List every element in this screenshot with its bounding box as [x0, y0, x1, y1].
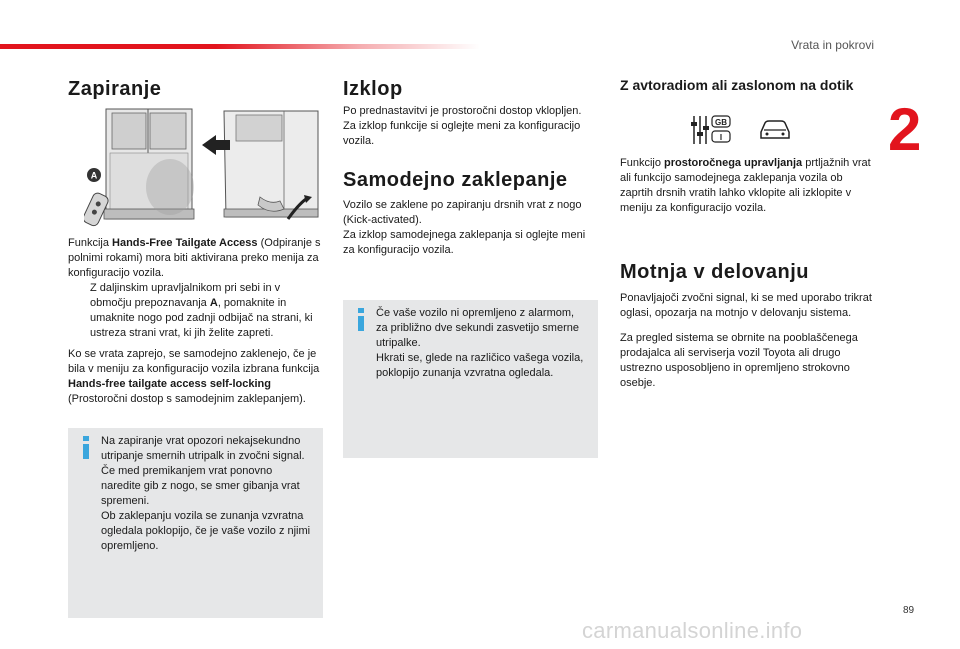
- column-izklop: [343, 78, 599, 258]
- page-number: 89: [903, 605, 915, 616]
- heading-samodejno-zaklepanje: Samodejno zaklepanje: [343, 169, 568, 191]
- header-accent-bar: [0, 44, 480, 49]
- badge-gb: GB: [715, 118, 727, 127]
- text: Ko se vrata zaprejo, se samodejno zaklenejo, če je bila v meniju za konfiguracijo vozila izbrana funkcija: [68, 348, 320, 375]
- watermark: carmanualsonline.info: [582, 618, 803, 643]
- paragraph-hands-free: [68, 236, 324, 281]
- paragraph-izklop: Po prednastavitvi je prostoročni dostop vklopljen. Za izklop funkcije si oglejte meni za konfiguracijo vozila.: [343, 105, 582, 147]
- info-icon: [82, 436, 91, 459]
- bold-text: prostoročnega upravljanja: [664, 157, 803, 169]
- info-note-zapiranje: [68, 428, 323, 618]
- text: (Prostoročni dostop s samodejnim zaklepanjem).: [68, 393, 306, 405]
- bold-text: A: [209, 297, 218, 309]
- paragraph-servis: Za pregled sistema se obrnite na pooblaščenega prodajalca ali serviserja vozil Toyota ali drugo ustrezno usposobljeno in opremljeno strokovno osebje.: [620, 332, 858, 389]
- paragraph-auto-lock: [68, 347, 324, 407]
- info-note-izklop: [343, 300, 598, 458]
- text: (Odpiranje s polnimi rokami) mora biti aktivirana preko menija za konfiguracijo vozila.: [68, 237, 321, 279]
- van-rear-drawing: [84, 105, 324, 233]
- note-text: Na zapiranje vrat opozori nekajsekundno utripanje smernih utripalk in zvočni signal. Če med premikanjem vrat ponovno naredite gib z nogo, se smer gibanja vrat spremeni. Ob zaklepanju vozila se zunanja vzvratna ogledala poklopijo, če je vaše vozilo z njimi opremljeno.: [101, 435, 311, 552]
- column-zapiranje: [68, 78, 324, 100]
- tailgate-illustration: [84, 105, 324, 233]
- bold-text: Hands-free tailgate access self-locking: [68, 378, 271, 390]
- text: , pomaknite in umaknite nogo pod zadnji odbijač na strani, ki ustreza strani vrat, ki jih želite zapreti.: [90, 297, 313, 339]
- info-icon: [357, 308, 366, 331]
- text: prtljažnih vrat ali funkcijo samodejnega zaklepanja vozila ob zaprtih drsnih vratih lahko vklopite ali izklopite v meniju za konfiguracijo vozila.: [620, 157, 871, 214]
- chapter-number: 2: [888, 96, 922, 163]
- area-label-a: A: [90, 170, 98, 181]
- text: Z daljinskim upravljalnikom pri sebi in v območju prepoznavanja: [90, 282, 281, 309]
- column-avtoradio-text: [620, 156, 876, 391]
- column-zapiranje-text: [68, 236, 324, 407]
- column-avtoradio: [620, 78, 876, 93]
- car-icon: [758, 118, 792, 142]
- bullet-item: [68, 281, 324, 341]
- paragraph-avtoradio: [620, 156, 876, 216]
- badge-i: I: [719, 133, 723, 142]
- paragraph-samodejno-zaklepanje: Vozilo se zaklene po zapiranju drsnih vrat z nogo (Kick-activated). Za izklop samodejnega zaklepanja si oglejte meni za konfiguracijo vozila.: [343, 199, 586, 256]
- note-text: Če vaše vozilo ni opremljeno z alarmom, za približno dve sekundi zasvetijo smerne utripalke. Hkrati se, glede na različico vašega vozila, poklopijo zunanja vzvratna ogledala.: [376, 307, 584, 379]
- heading-izklop: Izklop: [343, 78, 403, 100]
- section-title: Vrata in pokrovi: [791, 38, 874, 52]
- heading-motnja: Motnja v delovanju: [620, 261, 810, 283]
- text: Funkcija: [68, 237, 113, 249]
- system-icons: [690, 114, 800, 146]
- text: Funkcijo: [620, 157, 665, 169]
- heading-avtoradio: Z avtoradiom ali zaslonom na dotik: [620, 77, 854, 93]
- heading-zapiranje: Zapiranje: [68, 78, 162, 100]
- bold-text: Hands-Free Tailgate Access: [112, 237, 258, 249]
- paragraph-motnja: Ponavljajoči zvočni signal, ki se med uporabo trikrat oglasi, opozarja na motnjo v delovanju sistema.: [620, 292, 872, 319]
